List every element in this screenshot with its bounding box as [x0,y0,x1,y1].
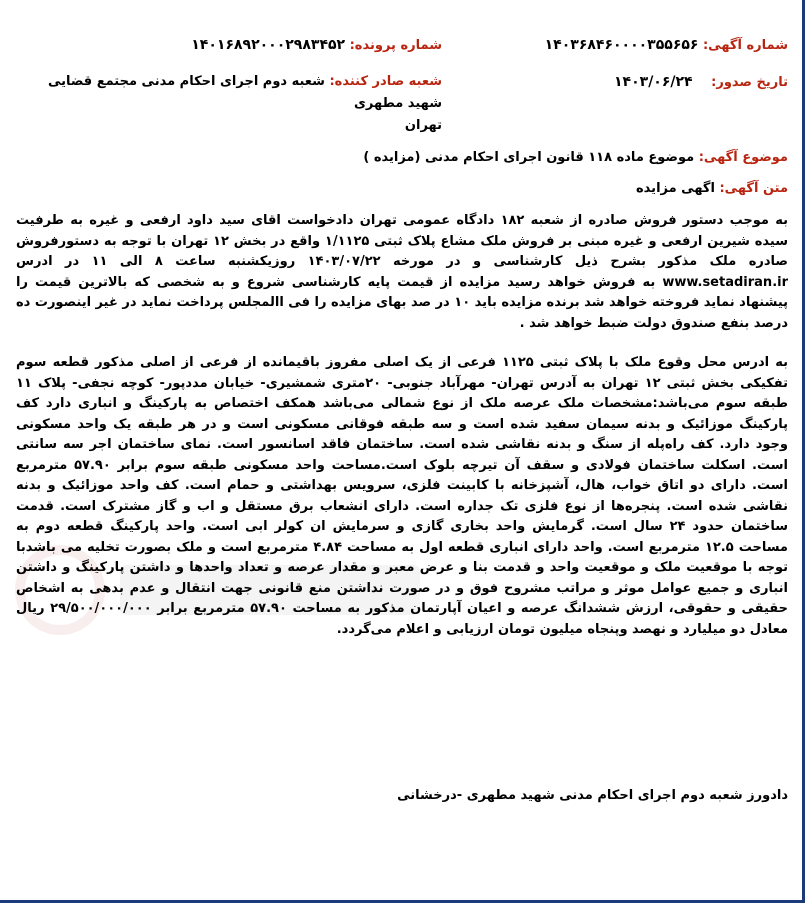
body-heading-label: متن آگهی: [719,181,788,196]
subject-label: موضوع آگهی: [698,150,788,165]
issue-date: ۱۴۰۳/۰۶/۲۴ [614,74,693,90]
ad-number-label: شماره آگهی: [702,38,788,53]
issuer-line2: تهران [404,118,442,133]
subject-row [363,150,788,165]
ad-number: ۱۴۰۳۶۸۴۶۰۰۰۰۳۵۵۶۵۶ [544,37,699,53]
body-heading-text: اگهی مزایده [636,181,715,196]
subject-text: موضوع ماده ۱۱۸ قانون اجرای احکام مدنی (مزایده ) [363,150,695,165]
case-number-label: شماره پرونده: [349,38,442,53]
issue-date-row [614,74,788,90]
issuer-label: شعبه صادر کننده: [329,74,442,89]
case-number: ۱۴۰۱۶۸۹۲۰۰۰۲۹۸۳۴۵۲ [191,37,346,53]
issue-date-label: تاریخ صدور: [711,75,788,90]
signature-line: دادورز شعبه دوم اجرای احکام مدنی شهید مطهری -درخشانی [397,788,788,803]
ad-number-row [545,37,788,53]
paragraph-property-details: به ادرس محل وقوع ملک با پلاک ثبتی ۱۱۲۵ فرعی از یک اصلی مفروز باقیمانده از فرعی از اصلی مذکور قطعه سوم تفکیکی بخش ثبتی ۱۲ تهران به آدرس تهران- مهرآباد جنوبی- ۲۰متری شمشیری- خیابان مددپور- کوچه نجفی- پلاک ۱۱ طبقه سوم می‌باشد:مشخصات ملک عرصه ملک از نوع شمالی می‌باشد همکف اختصاص به پارکینگ و انباری دارد کف پارکینگ موزائیک و بدنه سیمان سفید شده است و سه طبقه فوقانی مسکونی است و در هر طبقه یک واحد مسکونی وجود دارد. کف راه‌پله از سنگ و بدنه نقاشی شده است. ساختمان فاقد اسانسور است. نمای ساختمان اجر سه سانتی است. اسکلت ساختمان فولادی و سقف آن تیرچه بلوک است.مساحت واحد مسکونی طبقه سوم برابر ۵۷.۹۰ مترمربع است. دارای دو اتاق خواب، هال، آشپزخانه با کابینت فلزی، سرویس بهداشتی و حمام است. کف واحد موزائیک و بدنه نقاشی شده است. پنجره‌ها از نوع فلزی تک جداره است. دارای انشعاب برق مستقل و اب و گاز مشترک است. قدمت ساختمان حدود ۲۴ سال است. گرمایش واحد بخاری گازی و سرمایش ان کولر ابی است. واحد پارکینگ قطعه دوم به مساحت ۱۲.۵ مترمربع است. واحد دارای انباری قطعه اول به مساحت ۴.۸۴ مترمربع است و ملک بصورت تخلیه می باشدبا توجه با موقعیت ملک و موقعیت واحد و قدمت بنا و عرض معبر و مقدار عرصه و تعداد واحدها و داشتن پارکینگ و داشتن انباری و جمیع عوامل موثر و مراتب مشروح فوق و در صورت نداشتن منع قانونی جهت انتقال و عدم بدهی به اشخاص حقیقی و حقوقی، ارزش ششدانگ عرصه و اعیان آپارتمان مذکور به مساحت ۵۷.۹۰ مترمربع برابر ۲۹/۵۰۰/۰۰۰/۰۰۰ ریال معادل دو میلیارد و نهصد وپنجاه میلیون تومان ارزیابی و اعلام می‌گردد. [16,355,788,637]
case-number-row [191,37,442,53]
body-heading-row [636,181,788,196]
paragraph-auction-order: به موجب دستور فروش صادره از شعبه ۱۸۲ دادگاه عمومی تهران دادخواست اقای سید داود ارفعی و غیره به طرفیت سیده شیرین ارفعی و غیره مبنی بر فروش ملک مشاع پلاک ثبتی ۱/۱۱۲۵ واقع در بخش ۱۲ تهران با توجه به دستورفروش صادره ملک مذکور بشرح ذیل کارشناسی و در مورخه ۱۴۰۳/۰۷/۲۲ روزیکشنبه ساعت ۸ الی ۱۱ در ادرس www.setadiran.ir به فروش خواهد رسید مزایده از قیمت پایه کارشناسی شروع و به شخصی که بالاترین قیمت را پیشنهاد نماید فروخته خواهد شد برنده مزایده باید ۱۰ در صد بهای مزایده را فی االمجلس پرداخت نماید در غیر اینصورت ده درصد بنفع صندوق دولت ضبط خواهد شد . [16,213,789,331]
issuer [42,71,442,137]
issuer-line1: شعبه دوم اجرای احکام مدنی مجتمع قضایی شهید مطهری [47,74,442,111]
